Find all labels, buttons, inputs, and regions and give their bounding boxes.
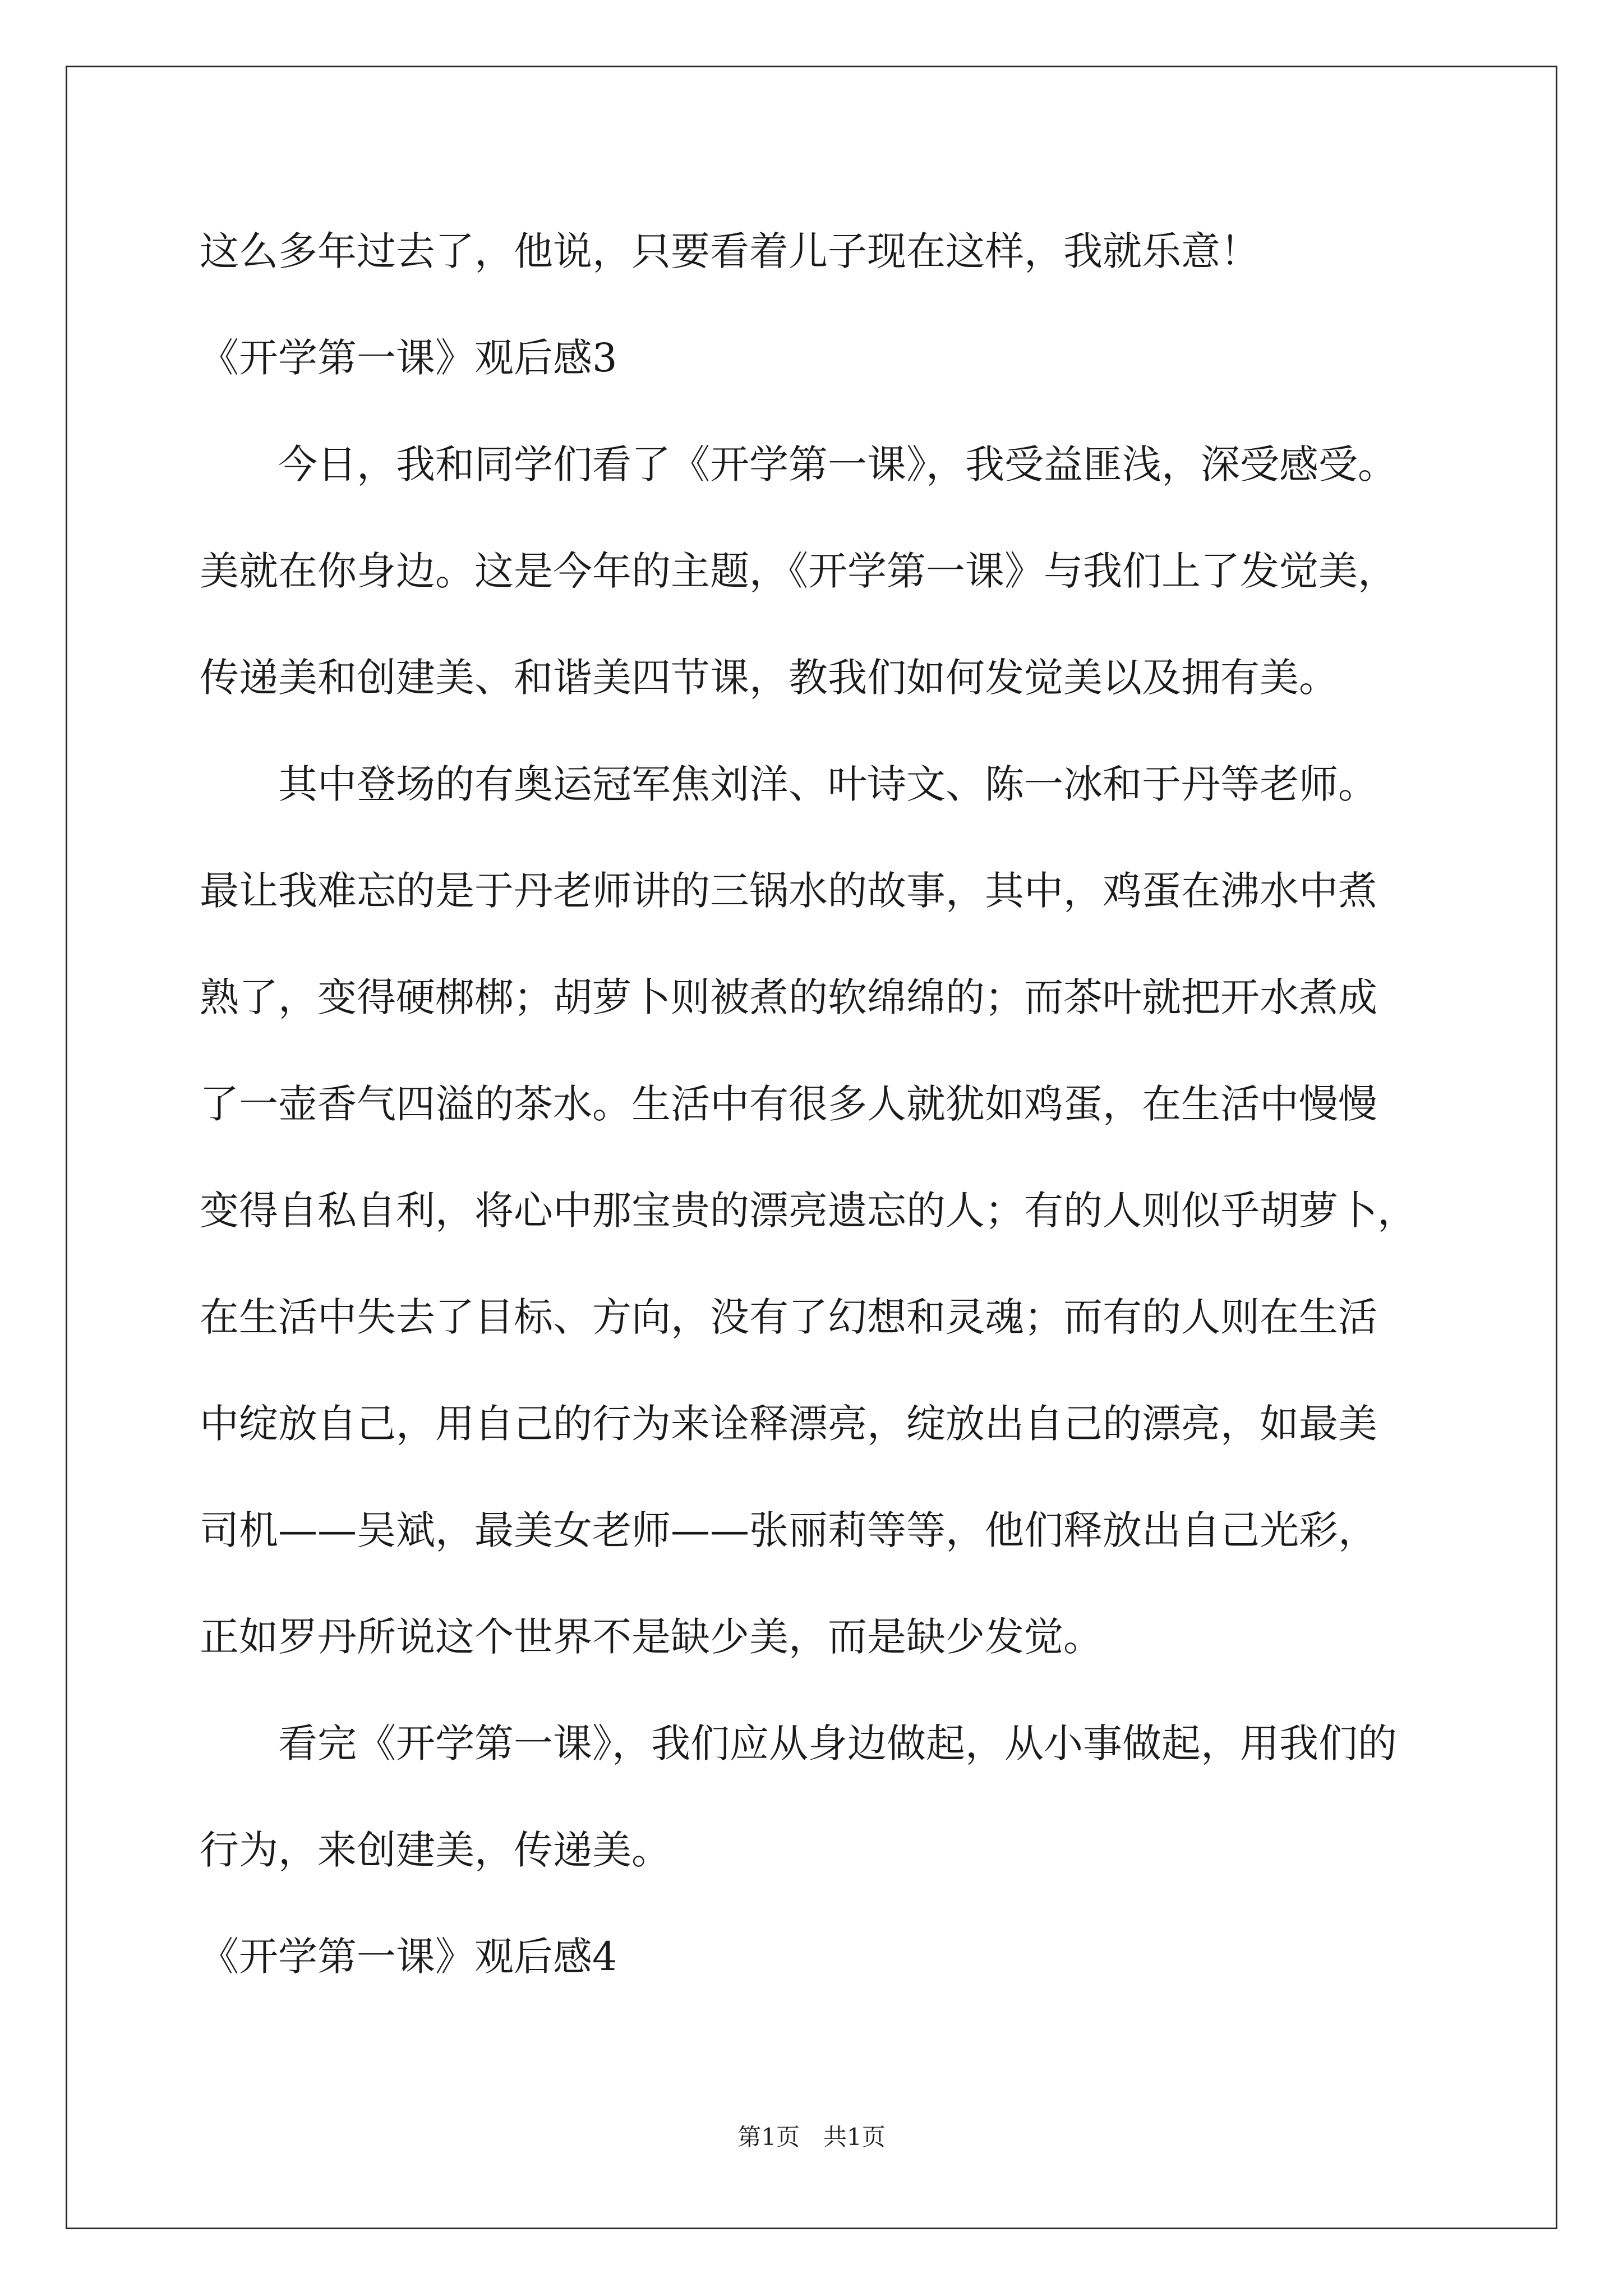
page-border: [66, 66, 1557, 2229]
paragraph-start: 其中登场的有奥运冠军焦刘洋、叶诗文、陈一冰和于丹等老师。: [278, 761, 1377, 807]
text-line: 最让我难忘的是于丹老师讲的三锅水的故事，其中，鸡蛋在沸水中煮: [200, 868, 1377, 914]
text-line: 司机——吴斌，最美女老师——张丽莉等等，他们释放出自己光彩，: [200, 1507, 1377, 1553]
text-line: 熟了，变得硬梆梆；胡萝卜则被煮的软绵绵的；而茶叶就把开水煮成: [200, 974, 1377, 1020]
text-line: 中绽放自己，用自己的行为来诠释漂亮，绽放出自己的漂亮，如最美: [200, 1401, 1377, 1447]
text-line: 了一壶香气四溢的茶水。生活中有很多人就犹如鸡蛋，在生活中慢慢: [200, 1081, 1377, 1127]
text-line: 美就在你身边。这是今年的主题，《开学第一课》与我们上了发觉美，: [200, 548, 1397, 594]
text-line: 变得自私自利，将心中那宝贵的漂亮遗忘的人；有的人则似乎胡萝卜，: [200, 1188, 1417, 1234]
text-line: 传递美和创建美、和谐美四节课，教我们如何发觉美以及拥有美。: [200, 655, 1338, 701]
page-number-footer: 第1页 共1页: [737, 2123, 886, 2151]
section-heading: 《开学第一课》观后感4: [200, 1934, 617, 1980]
section-heading: 《开学第一课》观后感3: [200, 335, 617, 381]
text-line: 正如罗丹所说这个世界不是缺少美，而是缺少发觉。: [200, 1614, 1103, 1660]
paragraph-start: 看完《开学第一课》，我们应从身边做起，从小事做起，用我们的: [278, 1720, 1397, 1766]
text-line: 行为，来创建美，传递美。: [200, 1827, 671, 1873]
text-line: 在生活中失去了目标、方向，没有了幻想和灵魂；而有的人则在生活: [200, 1294, 1377, 1340]
text-line: 这么多年过去了，他说，只要看着儿子现在这样，我就乐意！: [200, 228, 1260, 274]
paragraph-start: 今日，我和同学们看了《开学第一课》，我受益匪浅，深受感受。: [278, 441, 1397, 487]
